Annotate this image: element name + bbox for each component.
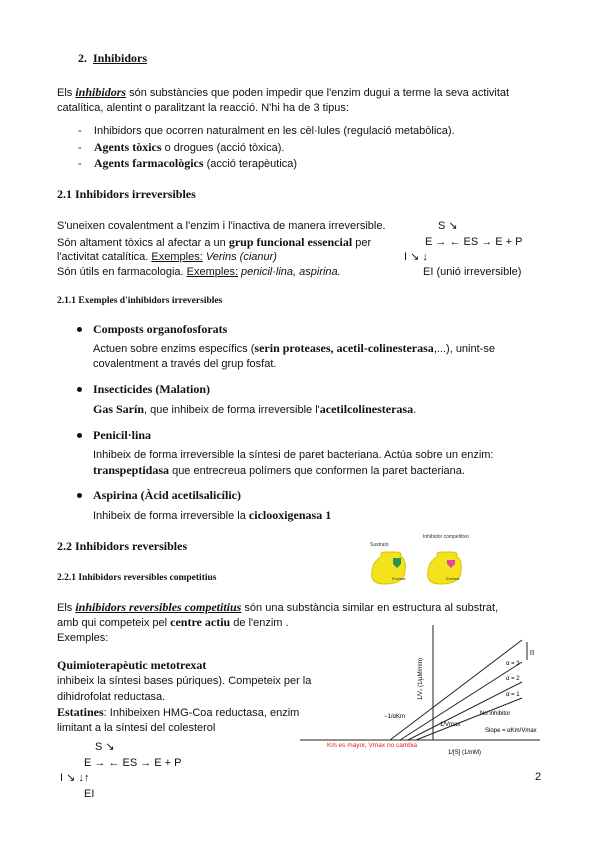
bullet-title: Penicil·lina [93,428,152,442]
enzyme-label: Enzima [392,576,406,581]
text-line: Gas Sarín, que inhibeix de forma irreversible l'acetilcolinesterasa. [93,402,417,416]
subsubsection-heading: 2.2.1 Inhibidors reversibles competitius [57,573,217,583]
subsection-heading: 2.1 Inhibidors irreversibles [57,187,196,201]
text-line: limitant a la síntesi del colesterol [57,722,216,734]
y-axis-label: 1/V₀ (1/µM/min) [418,658,424,700]
text-line: Actuen sobre enzims específics (serin proteases, acetil-colinesterasa,...), unint-se [93,341,495,355]
bullet [77,433,82,438]
subsubsection-heading: 2.1.1 Exemples d'inhibidors irreversibles [57,296,223,306]
page-number: 2 [535,771,542,783]
competitive-inhibition-figure [340,526,480,588]
subsection-heading: 2.2 Inhibidors reversibles [57,539,188,553]
label-alpha-3: α = 3 [506,661,520,667]
label-I: [I] [530,650,535,656]
intro-line-1: Els inhibidors són substàncies que poden impedir que l'enzim dugui a terme la seva activitat [57,85,510,99]
text-line: Són altament tòxics al afectar a un grup funcional essencial per [57,235,372,249]
bullet [77,387,82,392]
scheme-i: I ↘ ↓↑ [60,772,90,784]
example-title: Quimioterapèutic metotrexat [57,658,207,672]
scheme-ei: EI (unió irreversible) [423,266,522,278]
text-line: covalentment a través del grup fosfat. [93,358,277,370]
note-red: Km es mayor, Vmax no cambia [327,742,417,749]
bullet [77,327,82,332]
text-line: Els inhibidors reversibles competitius són una substància similar en estructura al substrat, [57,600,499,614]
text-line: inhibeix la síntesi bases púriques). Competeix per la [57,675,312,687]
scheme-s: S ↘ [438,220,458,232]
text-line: Inhibeix de forma irreversible la ciclooxigenasa 1 [93,508,332,522]
label-alpha-1: α = 1 [506,692,520,698]
text-line: transpeptidasa que entrecreua polímers que conformen la paret bacteriana. [93,463,465,477]
type-item: - Inhibidors que ocorren naturalment en les cèl·lules (regulació metabòlica). [78,125,455,137]
section-heading: 2. Inhibidors [78,51,148,65]
text-line: S'uneixen covalentment a l'enzim i l'inactiva de manera irreversible. [57,220,386,232]
inhibitor-label: Inhibidor competitivo [423,534,469,540]
scheme-ei: EI [84,788,95,800]
text-line: dihidrofolat reductasa. [57,691,166,703]
scheme-s: S ↘ [95,741,115,753]
x-axis-label: 1/[S] (1/mM) [448,750,482,756]
text-line: Són útils en farmacologia. Exemples: penicil·lina, aspirina. [57,266,341,278]
label-y-intercept: 1/Vmax [440,722,461,728]
text-line: Estatines: Inhibeixen HMG-Coa reductasa, enzim [57,705,300,719]
text-line: l'activitat catalítica. Exemples: Verins (cianur) [57,251,277,263]
label-x-intercept: −1/αKm [384,714,405,720]
type-item: - Agents tòxics o drogues (acció tòxica). [78,140,285,154]
text-line: Inhibeix de forma irreversible la síntesi de paret bacteriana. Actúa sobre un enzim: [93,449,494,461]
intro-line-2: catalítica, alentint o paralitzant la reacció. N'hi ha de 3 tipus: [57,102,349,114]
scheme-e: E → ← ES → E + P [84,757,182,769]
bullet-title: Aspirina (Àcid acetilsalicílic) [93,488,241,502]
enzyme-label: Enzima [446,576,460,581]
substrate-label: Sustrato [370,542,389,548]
scheme-e: E → ← ES → E + P [425,236,523,248]
bullet [77,493,82,498]
text-line: amb qui competeix pel centre actiu de l'enzim . [57,615,289,629]
lineweaver-burk-plot [300,620,550,790]
label-alpha-2: α = 2 [506,676,520,682]
scheme-i: I ↘ ↓ [404,251,428,263]
bullet-title: Insecticides (Malation) [93,382,210,396]
text-line: Exemples: [57,632,109,644]
bullet-title: Composts organofosforats [93,322,228,336]
label-slope: Slope = αKm/Vmax [485,728,537,734]
type-item: - Agents farmacològics (acció terapèutica) [78,156,298,170]
label-no-inhibitor: No inhibitor [480,711,511,717]
